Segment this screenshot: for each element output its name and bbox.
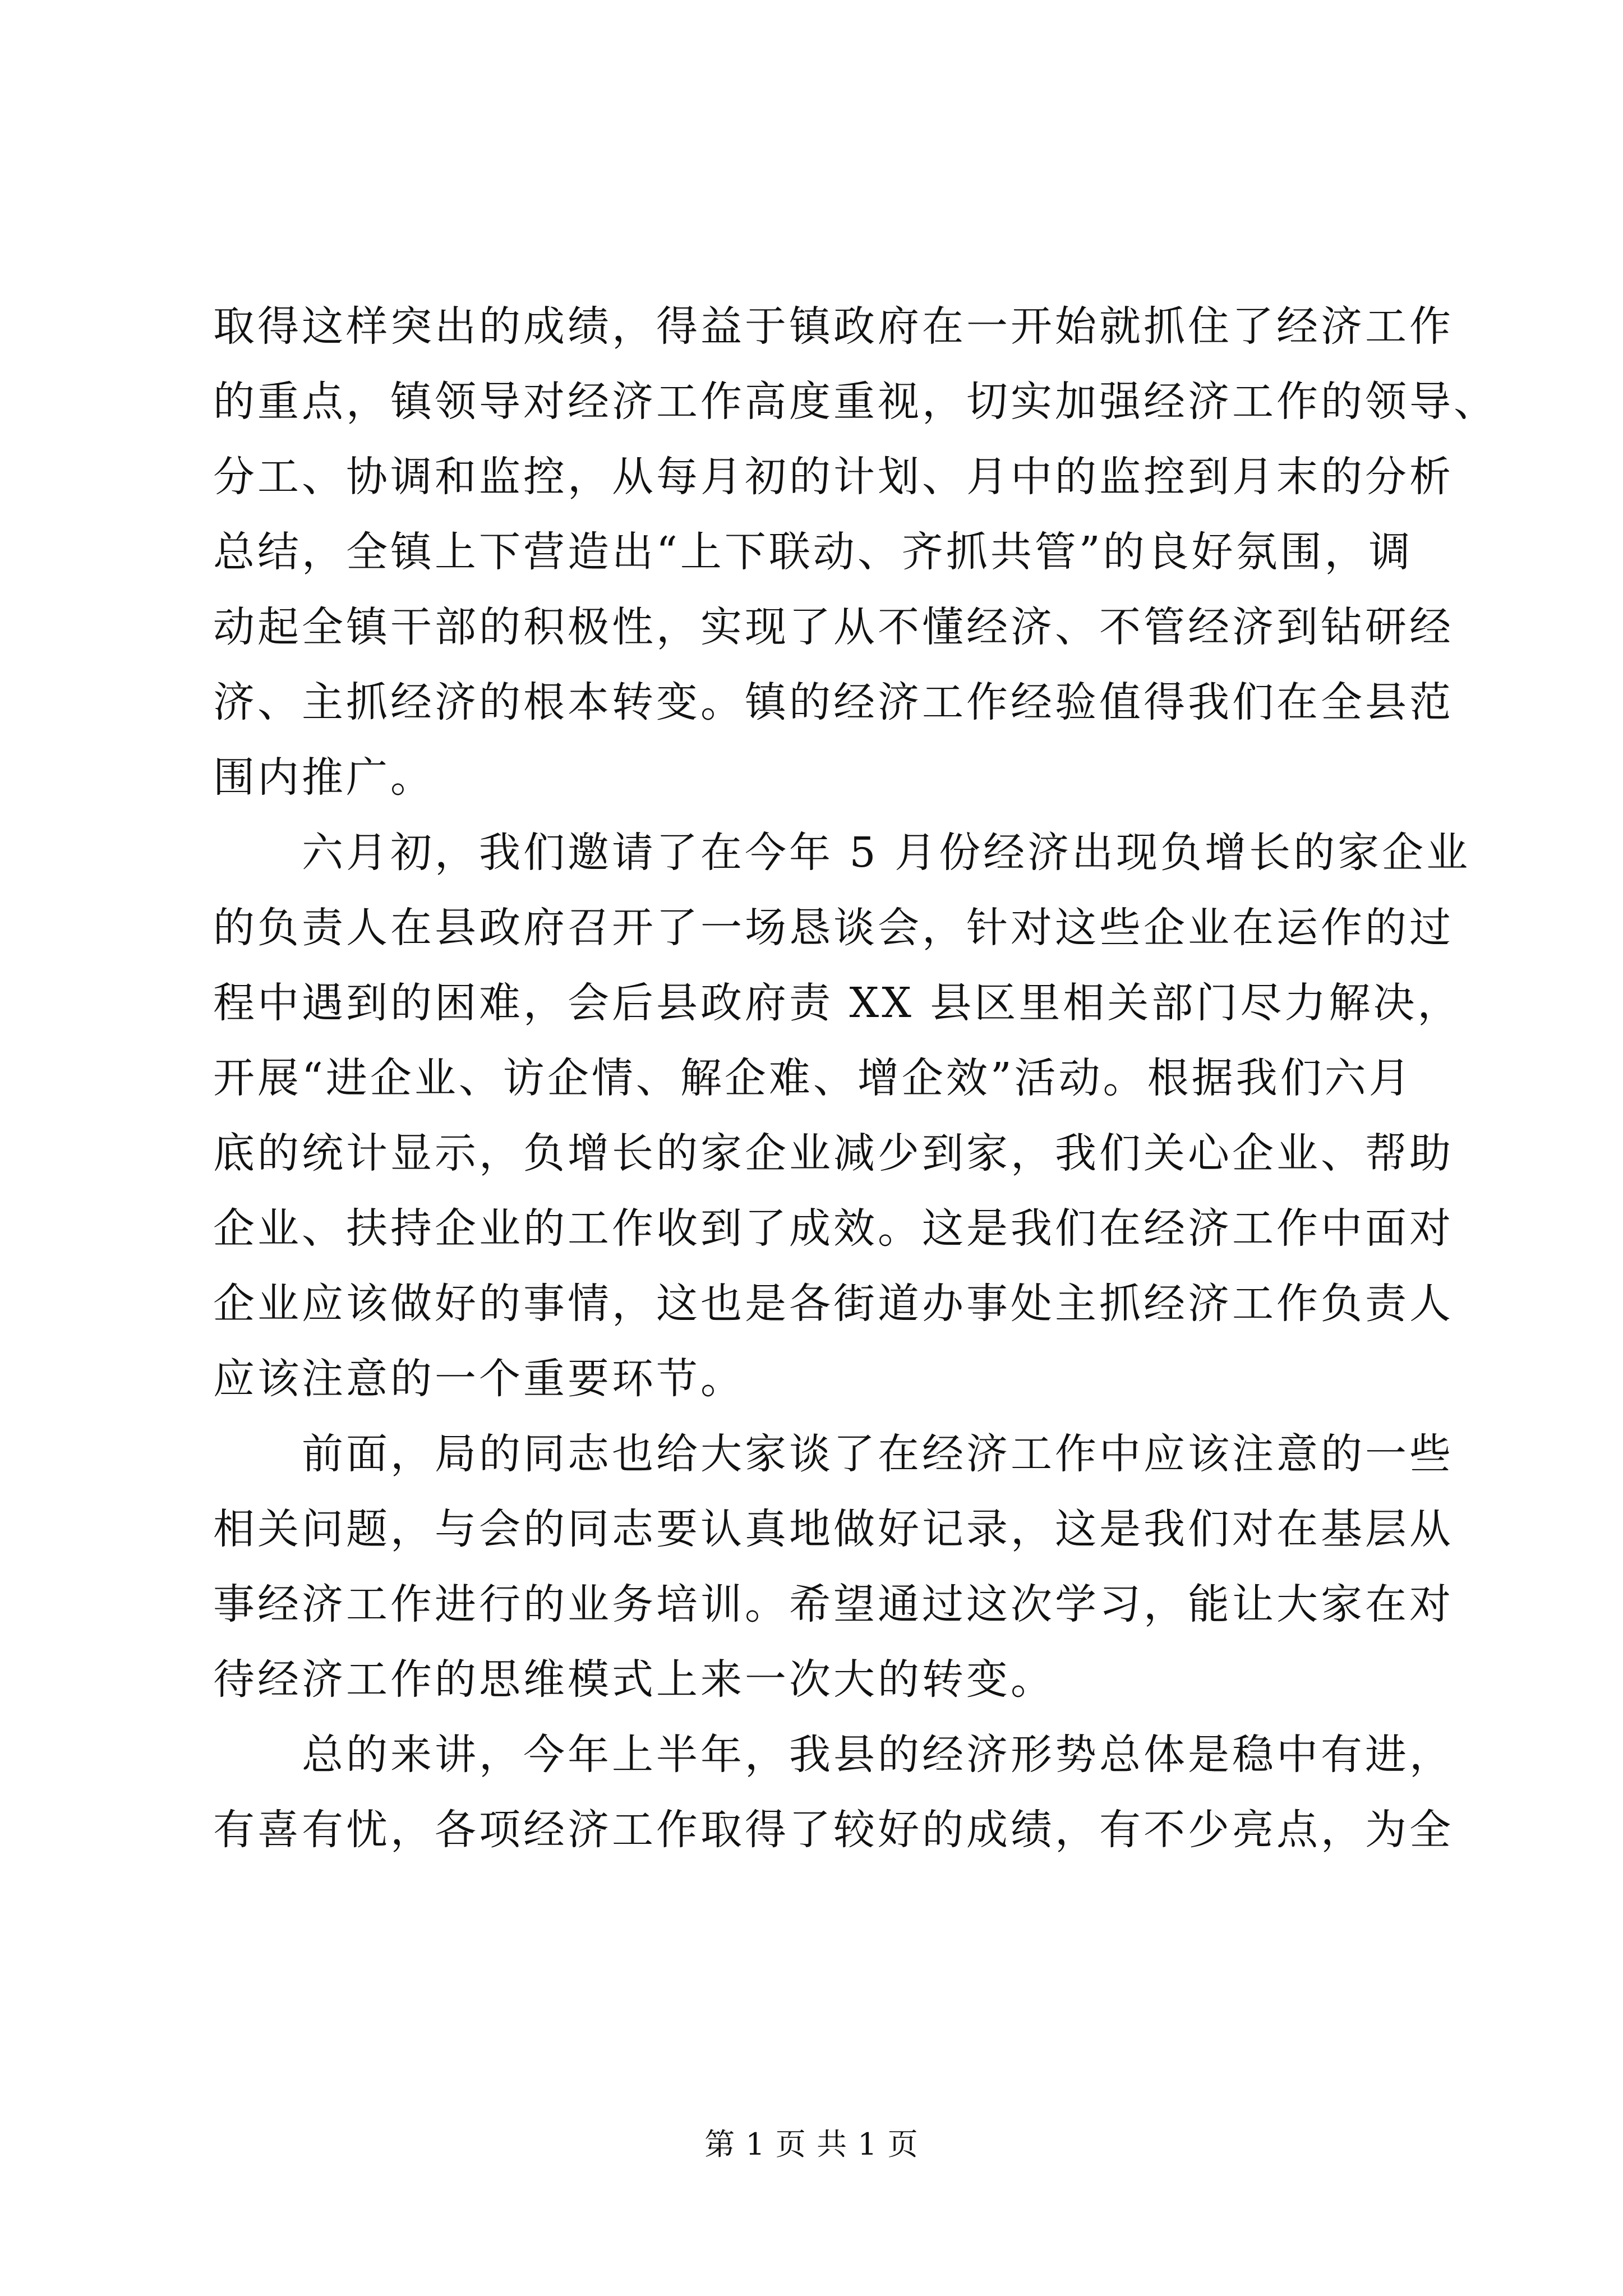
text-line: 动起全镇干部的积极性，实现了从不懂经济、不管经济到钻研经 [213, 603, 1454, 651]
text-line: 相关问题，与会的同志要认真地做好记录，这是我们对在基层从 [213, 1505, 1454, 1553]
text-line: 济、主抓经济的根本转变。镇的经济工作经验值得我们在全县范 [213, 678, 1454, 726]
page-footer: 第 1 页 共 1 页 [704, 2127, 919, 2162]
text-line: 总的来讲，今年上半年，我县的经济形势总体是稳中有进， [213, 1731, 1454, 1779]
text-line: 取得这样突出的成绩，得益于镇政府在一开始就抓住了经济工作 [213, 302, 1454, 351]
text-line: 围内推广。 [213, 753, 435, 802]
text-line: 有喜有忧，各项经济工作取得了较好的成绩，有不少亮点，为全 [213, 1806, 1454, 1854]
text-line: 企业应该做好的事情，这也是各街道办事处主抓经济工作负责人 [213, 1280, 1454, 1328]
text-line: 企业、扶持企业的工作收到了成效。这是我们在经济工作中面对 [213, 1204, 1454, 1253]
text-line: 总结，全镇上下营造出“上下联动、齐抓共管”的良好氛围，调 [213, 528, 1413, 576]
text-line: 的重点，镇领导对经济工作高度重视，切实加强经济工作的领导、 [213, 378, 1498, 426]
text-line: 开展“进企业、访企情、解企难、增企效”活动。根据我们六月 [213, 1054, 1413, 1102]
body-text [213, 289, 1498, 1867]
text-line: 的负责人在县政府召开了一场恳谈会，针对这些企业在运作的过 [213, 904, 1454, 952]
text-line: 分工、协调和监控，从每月初的计划、月中的监控到月末的分析 [213, 453, 1454, 501]
text-line: 前面，局的同志也给大家谈了在经济工作中应该注意的一些 [213, 1430, 1454, 1478]
text-line: 六月初，我们邀请了在今年 5 月份经济出现负增长的家企业 [213, 829, 1471, 877]
text-line: 底的统计显示，负增长的家企业减少到家，我们关心企业、帮助 [213, 1129, 1454, 1177]
text-line: 事经济工作进行的业务培训。希望通过这次学习，能让大家在对 [213, 1580, 1454, 1628]
text-line: 应该注意的一个重要环节。 [213, 1355, 745, 1403]
text-line: 程中遇到的困难，会后县政府责 XX 县区里相关部门尽力解决， [213, 979, 1462, 1027]
text-line: 待经济工作的思维模式上来一次大的转变。 [213, 1655, 1055, 1704]
